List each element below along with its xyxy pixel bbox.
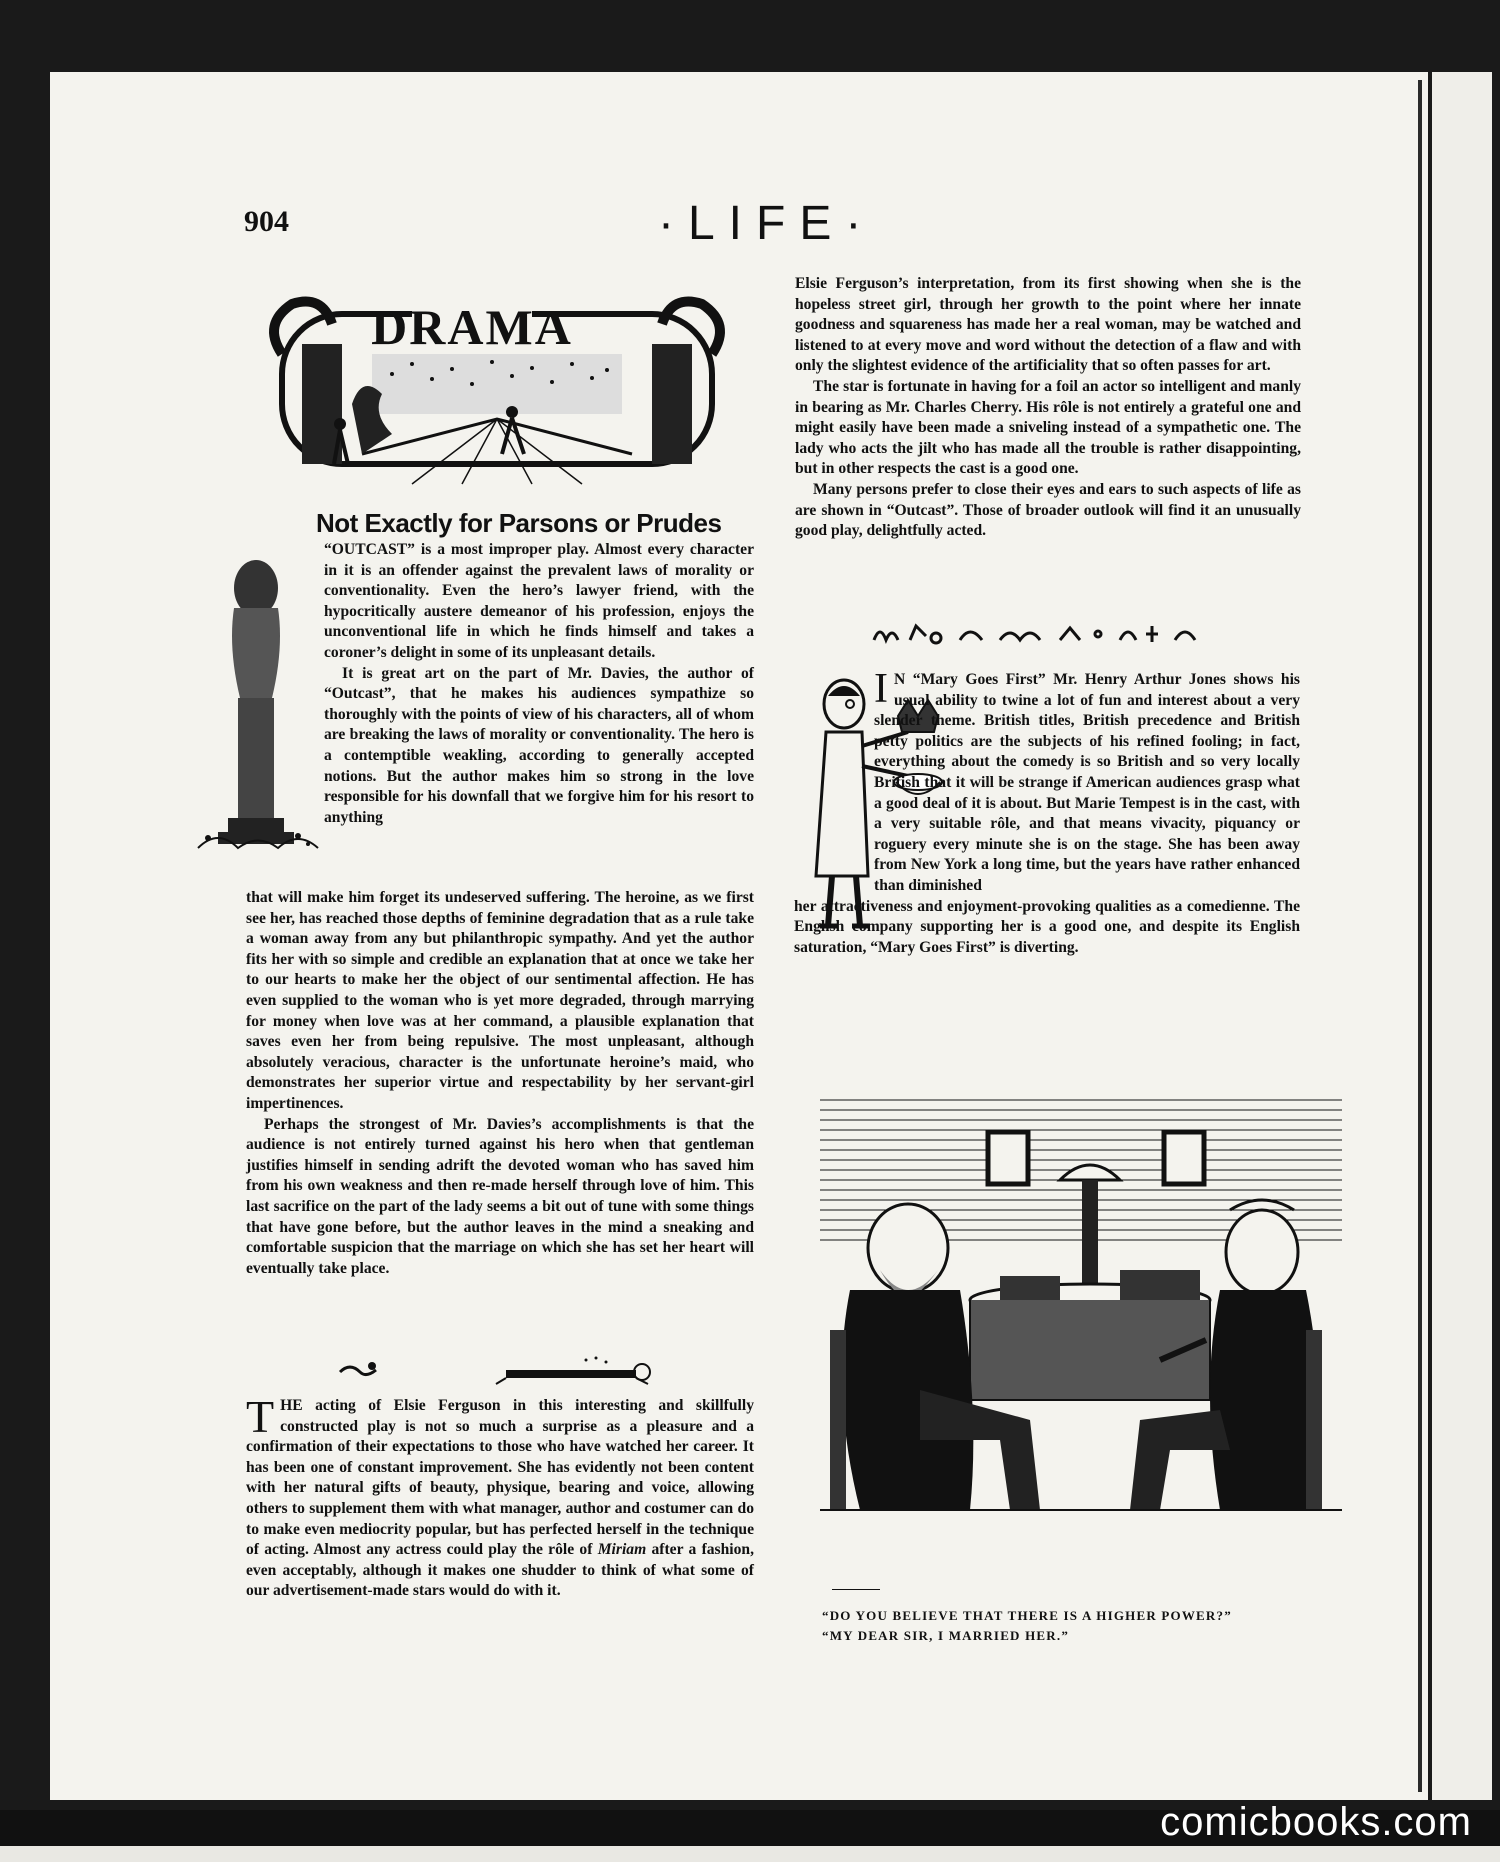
- article-heading: Not Exactly for Parsons or Prudes: [316, 508, 722, 538]
- article1-paragraph-4: [246, 1391, 754, 1602]
- masthead-title: ·LIFE·: [658, 197, 876, 250]
- dropcap-t: T: [246, 1391, 275, 1442]
- article1-paragraph-5: Elsie Ferguson’s interpretation, from its first showing when she is the hopeless street girl, through her growth to the point where her innate goodness and squareness has made her a real woman, may be watched and listened to at every move and word without the detection of a flaw and with only the slightest evidence of the artificiality that so often passes for art.: [795, 275, 1301, 375]
- article1-paragraph-7: Many persons prefer to close their eyes and ears to such aspects of life as are shown in “Outcast”. Those of broader outlook will find it an unusually good play, delightfully acted.: [795, 480, 1301, 540]
- paragraph-4-end: after a fashion, even acceptably, although it makes one shudder to think of what some of our advertisement-made stars would do with it.: [246, 1541, 754, 1600]
- drama-banner-illustration: [262, 284, 732, 488]
- article2-block: [794, 666, 1300, 958]
- cartoon-caption: [822, 1606, 1232, 1646]
- drama-banner-title: DRAMA: [371, 299, 573, 355]
- article1-right-column: [795, 274, 1301, 542]
- article1-paragraph-2b: that will make him forget its undeserved suffering. The heroine, as we first see her, has reached those depths of feminine degradation that as a rule take a woman away from any but philanthropic sympathy. And yet the author fits her with so simple and credible an explanation that at once we take her to our hearts to make her the object of our sentimental affection. He has even supplied to the woman who is yet more degraded, through marrying for money when love was at her command, a plausible explanation that saves even her from being repulsive. The most unpleasant, although absolutely veracious, character is the unfortunate heroine’s maid, who demonstrates her superior virtue and respectability by her servant-girl impertinences.: [246, 889, 754, 1112]
- paragraph-4-body: acting of Elsie Ferguson in this interesting and skillfully constructed play is not so much a surprise as a pleasure and a confirmation of their expectations to those who have watched her career. It has been one of constant improvement. She has evidently not been content with her natural gifts of beauty, physique, bearing and voice, allowing others to supplement them with what manager, author and costumer can do to make even mediocrity popular, but has perfected herself in the technique of acting. Almost any actress could play the rôle of: [246, 1397, 754, 1559]
- gutter-divider: [1418, 80, 1422, 1792]
- article1-paragraph-2a: It is great art on the part of Mr. Davies, the author of “Outcast”, that he makes his audiences sympathize so thoroughly with the points of view of his characters, all of whom are breaking the laws of morality or conventionality. The hero is a contemptible weakling, according to generally accepted notions. But the author makes him so strong in the love responsible for his downfall that we forgive him for his resort to anything: [324, 664, 754, 826]
- paragraph-4-lead: HE: [280, 1397, 303, 1414]
- article1-paragraph-6: The star is fortunate in having for a foil an actor so intelligent and manly in bearing as Mr. Charles Cherry. His rôle is not entirely a grateful one and might easily have been made a sniveling instead of a sympathetic one. The lady who acts the jilt who has made all the trouble is rather disappointing, but in other respects the cast is a good one.: [795, 377, 1301, 478]
- caption-line-2: “MY DEAR SIR, I MARRIED HER.”: [822, 1628, 1070, 1643]
- cartoon-two-men-illustration: [820, 1090, 1342, 1590]
- statue-illustration: [188, 548, 324, 860]
- article1-acting-block: [246, 1391, 754, 1602]
- page-number: 904: [244, 205, 289, 238]
- facing-page-edge: [1432, 72, 1492, 1800]
- article1-paragraph1-block: [324, 540, 754, 828]
- article2-body: “Mary Goes First” Mr. Henry Arthur Jones shows his usual ability to twine a lot of fun and interest about a very slender theme. British titles, British precedence and British petty politics are the subjects of his refined fooling; in fact, everything about the comedy is so British and so very locally British that it will be strange if American audiences grasp what a good deal of it is about. But Marie Tempest is in the cast, with a very suitable rôle, and that means vivacity, piquancy or roguery every minute she is on the stage. She has been away from New York a long time, but the years have rather enhanced than diminished: [874, 671, 1300, 894]
- reclining-figure-ornament: [336, 1354, 676, 1388]
- decorative-divider-ornament: [870, 618, 1210, 648]
- caption-line-1: “DO YOU BELIEVE THAT THERE IS A HIGHER POWER?”: [822, 1608, 1232, 1623]
- watermark-logo: comicbooks.com: [1160, 1800, 1472, 1844]
- next-page-edge: [0, 1846, 1500, 1862]
- article1-continued-block: [246, 888, 754, 1279]
- article1-paragraph-3: Perhaps the strongest of Mr. Davies’s accomplishments is that the audience is not entirely turned against his hero when that gentleman justifies himself in sending adrift the devoted woman who has saved him from his own weakness and then re-made herself through love of him. This last sacrifice on the part of the lady seems a bit out of tune with some things that have gone before, but the author leaves in the mind a sneaking and comfortable suspicion that the marriage on which she has set her heart will eventually take place.: [246, 1115, 754, 1277]
- dropcap-i: I: [874, 666, 888, 712]
- article1-paragraph-1: “OUTCAST” is a most improper play. Almost every character in it is an offender against the prevalent laws of morality or conventionality. Even the hero’s lawyer friend, with the hypocritically austere demeanor of his profession, enjoys the unconventional life in which he finds himself and takes a coroner’s delight in some of its unpleasant details.: [324, 541, 754, 661]
- miriam-role-name: Miriam: [597, 1541, 647, 1559]
- article2-paragraph-1a: [874, 666, 1300, 897]
- article2-lead: N: [894, 671, 906, 688]
- article2-paragraph-1b: her attractiveness and enjoyment-provoking qualities as a comedienne. The English company supporting her is a good one, and despite its English saturation, “Mary Goes First” is diverting.: [794, 897, 1300, 956]
